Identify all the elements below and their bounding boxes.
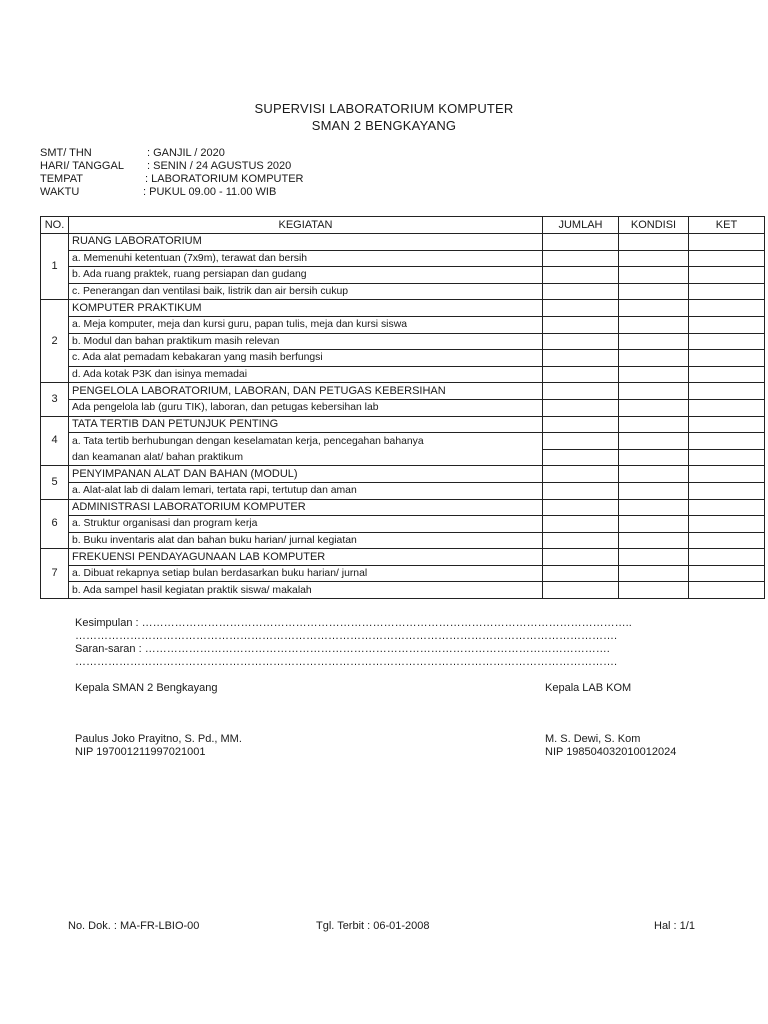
item-text: a. Alat-alat lab di dalam lemari, tertata rapi, tertutup dan aman bbox=[69, 482, 543, 499]
row-number: 4 bbox=[41, 416, 69, 466]
table-row bbox=[41, 283, 765, 300]
jumlah-cell[interactable] bbox=[543, 316, 619, 333]
row-number: 7 bbox=[41, 549, 69, 599]
row-number: 5 bbox=[41, 466, 69, 499]
doc-subtitle: SMAN 2 BENGKAYANG bbox=[311, 118, 457, 133]
section-heading: FREKUENSI PENDAYAGUNAAN LAB KOMPUTER bbox=[69, 549, 543, 566]
ket-cell[interactable] bbox=[689, 267, 765, 284]
item-text: c. Ada alat pemadam kebakaran yang masih berfungsi bbox=[69, 350, 543, 367]
table-row bbox=[41, 350, 765, 367]
signature-right-nip: NIP 198504032010012024 bbox=[545, 746, 677, 758]
table-row bbox=[41, 466, 765, 483]
kondisi-cell[interactable] bbox=[619, 383, 689, 400]
table-row bbox=[41, 532, 765, 549]
table-row bbox=[41, 499, 765, 516]
saran-continuation-line[interactable]: …………………………………………………………………………………………………………………………………. bbox=[75, 656, 618, 668]
section-heading: KOMPUTER PRAKTIKUM bbox=[69, 300, 543, 317]
jumlah-cell[interactable] bbox=[543, 499, 619, 516]
table-row bbox=[41, 234, 765, 251]
ket-cell[interactable] bbox=[689, 532, 765, 549]
kondisi-cell[interactable] bbox=[619, 300, 689, 317]
kesimpulan-continuation-line[interactable]: …………………………………………………………………………………………………………………………………. bbox=[75, 630, 618, 642]
table-row bbox=[41, 416, 765, 433]
table-row bbox=[41, 582, 765, 599]
supervision-table bbox=[40, 216, 765, 599]
item-text: dan keamanan alat/ bahan praktikum bbox=[69, 449, 543, 466]
table-row bbox=[41, 333, 765, 350]
row-number: 6 bbox=[41, 499, 69, 549]
kondisi-cell[interactable] bbox=[619, 499, 689, 516]
jumlah-cell[interactable] bbox=[543, 300, 619, 317]
kondisi-cell[interactable] bbox=[619, 565, 689, 582]
footer-page-number: Hal : 1/1 bbox=[654, 920, 695, 932]
jumlah-cell[interactable] bbox=[543, 416, 619, 433]
item-text: b. Buku inventaris alat dan bahan buku harian/ jurnal kegiatan bbox=[69, 532, 543, 549]
col-header-ket: KET bbox=[689, 217, 765, 234]
jumlah-cell[interactable] bbox=[543, 267, 619, 284]
table-row bbox=[41, 316, 765, 333]
row-number: 1 bbox=[41, 234, 69, 300]
jumlah-cell[interactable] bbox=[543, 283, 619, 300]
jumlah-cell[interactable] bbox=[543, 250, 619, 267]
table-row bbox=[41, 267, 765, 284]
saran-line[interactable]: Saran-saran : ………………………………………………………………………………………………………………. bbox=[75, 643, 610, 655]
kondisi-cell[interactable] bbox=[619, 366, 689, 383]
item-text: b. Ada ruang praktek, ruang persiapan dan gudang bbox=[69, 267, 543, 284]
kondisi-cell[interactable] bbox=[619, 234, 689, 251]
item-text: a. Struktur organisasi dan program kerja bbox=[69, 516, 543, 533]
signature-right-title: Kepala LAB KOM bbox=[545, 682, 632, 694]
ket-cell[interactable] bbox=[689, 333, 765, 350]
table-row bbox=[41, 250, 765, 267]
ket-cell[interactable] bbox=[689, 482, 765, 499]
info-value: : GANJIL / 2020 bbox=[147, 147, 225, 159]
kondisi-cell[interactable] bbox=[619, 516, 689, 533]
col-header-jumlah: JUMLAH bbox=[543, 217, 619, 234]
ket-cell[interactable] bbox=[689, 350, 765, 367]
kondisi-cell[interactable] bbox=[619, 416, 689, 433]
table-row bbox=[41, 482, 765, 499]
ket-cell[interactable] bbox=[689, 565, 765, 582]
info-value: : SENIN / 24 AGUSTUS 2020 bbox=[147, 160, 292, 172]
item-text: b. Ada sampel hasil kegiatan praktik siswa/ makalah bbox=[69, 582, 543, 599]
item-text: a. Dibuat rekapnya setiap bulan berdasarkan buku harian/ jurnal bbox=[69, 565, 543, 582]
info-label: WAKTU bbox=[40, 186, 80, 198]
jumlah-cell[interactable] bbox=[543, 449, 619, 466]
signature-left-nip: NIP 197001211997021001 bbox=[75, 746, 206, 758]
ket-cell[interactable] bbox=[689, 582, 765, 599]
section-heading: PENYIMPANAN ALAT DAN BAHAN (MODUL) bbox=[69, 466, 543, 483]
table-row bbox=[41, 300, 765, 317]
info-label: TEMPAT bbox=[40, 173, 83, 185]
kondisi-cell[interactable] bbox=[619, 549, 689, 566]
jumlah-cell[interactable] bbox=[543, 582, 619, 599]
jumlah-cell[interactable] bbox=[543, 532, 619, 549]
info-label: SMT/ THN bbox=[40, 147, 92, 159]
jumlah-cell[interactable] bbox=[543, 433, 619, 450]
ket-cell[interactable] bbox=[689, 250, 765, 267]
item-text: a. Tata tertib berhubungan dengan keselamatan kerja, pencegahan bahanya bbox=[69, 433, 543, 450]
kondisi-cell[interactable] bbox=[619, 433, 689, 450]
kondisi-cell[interactable] bbox=[619, 250, 689, 267]
jumlah-cell[interactable] bbox=[543, 366, 619, 383]
ket-cell[interactable] bbox=[689, 549, 765, 566]
kondisi-cell[interactable] bbox=[619, 449, 689, 466]
ket-cell[interactable] bbox=[689, 283, 765, 300]
section-heading: PENGELOLA LABORATORIUM, LABORAN, DAN PETUGAS KEBERSIHAN bbox=[69, 383, 543, 400]
ket-cell[interactable] bbox=[689, 300, 765, 317]
ket-cell[interactable] bbox=[689, 399, 765, 416]
kondisi-cell[interactable] bbox=[619, 482, 689, 499]
item-text: a. Meja komputer, meja dan kursi guru, papan tulis, meja dan kursi siswa bbox=[69, 316, 543, 333]
item-text: Ada pengelola lab (guru TIK), laboran, dan petugas kebersihan lab bbox=[69, 399, 543, 416]
signature-left-name: Paulus Joko Prayitno, S. Pd., MM. bbox=[75, 733, 242, 745]
kondisi-cell[interactable] bbox=[619, 267, 689, 284]
table-row bbox=[41, 516, 765, 533]
info-label: HARI/ TANGGAL bbox=[40, 160, 124, 172]
table-row bbox=[41, 383, 765, 400]
doc-title: SUPERVISI LABORATORIUM KOMPUTER bbox=[254, 101, 514, 116]
table-header-row bbox=[41, 217, 765, 234]
col-header-no: NO. bbox=[41, 217, 69, 234]
info-value: : LABORATORIUM KOMPUTER bbox=[145, 173, 304, 185]
jumlah-cell[interactable] bbox=[543, 549, 619, 566]
signature-right-name: M. S. Dewi, S. Kom bbox=[545, 733, 641, 745]
ket-cell[interactable] bbox=[689, 449, 765, 466]
jumlah-cell[interactable] bbox=[543, 383, 619, 400]
info-value: : PUKUL 09.00 - 11.00 WIB bbox=[143, 186, 277, 198]
footer-doc-number: No. Dok. : MA-FR-LBIO-00 bbox=[68, 920, 200, 932]
ket-cell[interactable] bbox=[689, 516, 765, 533]
table-row bbox=[41, 366, 765, 383]
section-heading: TATA TERTIB DAN PETUNJUK PENTING bbox=[69, 416, 543, 433]
table-row bbox=[41, 565, 765, 582]
ket-cell[interactable] bbox=[689, 416, 765, 433]
section-heading: ADMINISTRASI LABORATORIUM KOMPUTER bbox=[69, 499, 543, 516]
kondisi-cell[interactable] bbox=[619, 399, 689, 416]
kondisi-cell[interactable] bbox=[619, 316, 689, 333]
ket-cell[interactable] bbox=[689, 433, 765, 450]
table-row bbox=[41, 549, 765, 566]
kondisi-cell[interactable] bbox=[619, 283, 689, 300]
kondisi-cell[interactable] bbox=[619, 532, 689, 549]
ket-cell[interactable] bbox=[689, 383, 765, 400]
jumlah-cell[interactable] bbox=[543, 466, 619, 483]
ket-cell[interactable] bbox=[689, 366, 765, 383]
kondisi-cell[interactable] bbox=[619, 333, 689, 350]
kondisi-cell[interactable] bbox=[619, 350, 689, 367]
jumlah-cell[interactable] bbox=[543, 516, 619, 533]
jumlah-cell[interactable] bbox=[543, 333, 619, 350]
footer-issue-date: Tgl. Terbit : 06-01-2008 bbox=[316, 920, 430, 932]
jumlah-cell[interactable] bbox=[543, 399, 619, 416]
item-text: a. Memenuhi ketentuan (7x9m), terawat dan bersih bbox=[69, 250, 543, 267]
jumlah-cell[interactable] bbox=[543, 482, 619, 499]
kondisi-cell[interactable] bbox=[619, 466, 689, 483]
item-text: d. Ada kotak P3K dan isinya memadai bbox=[69, 366, 543, 383]
ket-cell[interactable] bbox=[689, 499, 765, 516]
table-row bbox=[41, 399, 765, 416]
ket-cell[interactable] bbox=[689, 316, 765, 333]
item-text: c. Penerangan dan ventilasi baik, listrik dan air bersih cukup bbox=[69, 283, 543, 300]
ket-cell[interactable] bbox=[689, 234, 765, 251]
col-header-kegiatan: KEGIATAN bbox=[69, 217, 543, 234]
kesimpulan-line[interactable]: Kesimpulan : …………………………………………………………………………………………………………………….. bbox=[75, 617, 632, 629]
jumlah-cell[interactable] bbox=[543, 234, 619, 251]
jumlah-cell[interactable] bbox=[543, 565, 619, 582]
table-row bbox=[41, 449, 765, 466]
item-text: b. Modul dan bahan praktikum masih relevan bbox=[69, 333, 543, 350]
section-heading: RUANG LABORATORIUM bbox=[69, 234, 543, 251]
signature-left-title: Kepala SMAN 2 Bengkayang bbox=[75, 682, 218, 694]
row-number: 2 bbox=[41, 300, 69, 383]
jumlah-cell[interactable] bbox=[543, 350, 619, 367]
ket-cell[interactable] bbox=[689, 466, 765, 483]
row-number: 3 bbox=[41, 383, 69, 416]
kondisi-cell[interactable] bbox=[619, 582, 689, 599]
col-header-kondisi: KONDISI bbox=[619, 217, 689, 234]
table-row bbox=[41, 433, 765, 450]
